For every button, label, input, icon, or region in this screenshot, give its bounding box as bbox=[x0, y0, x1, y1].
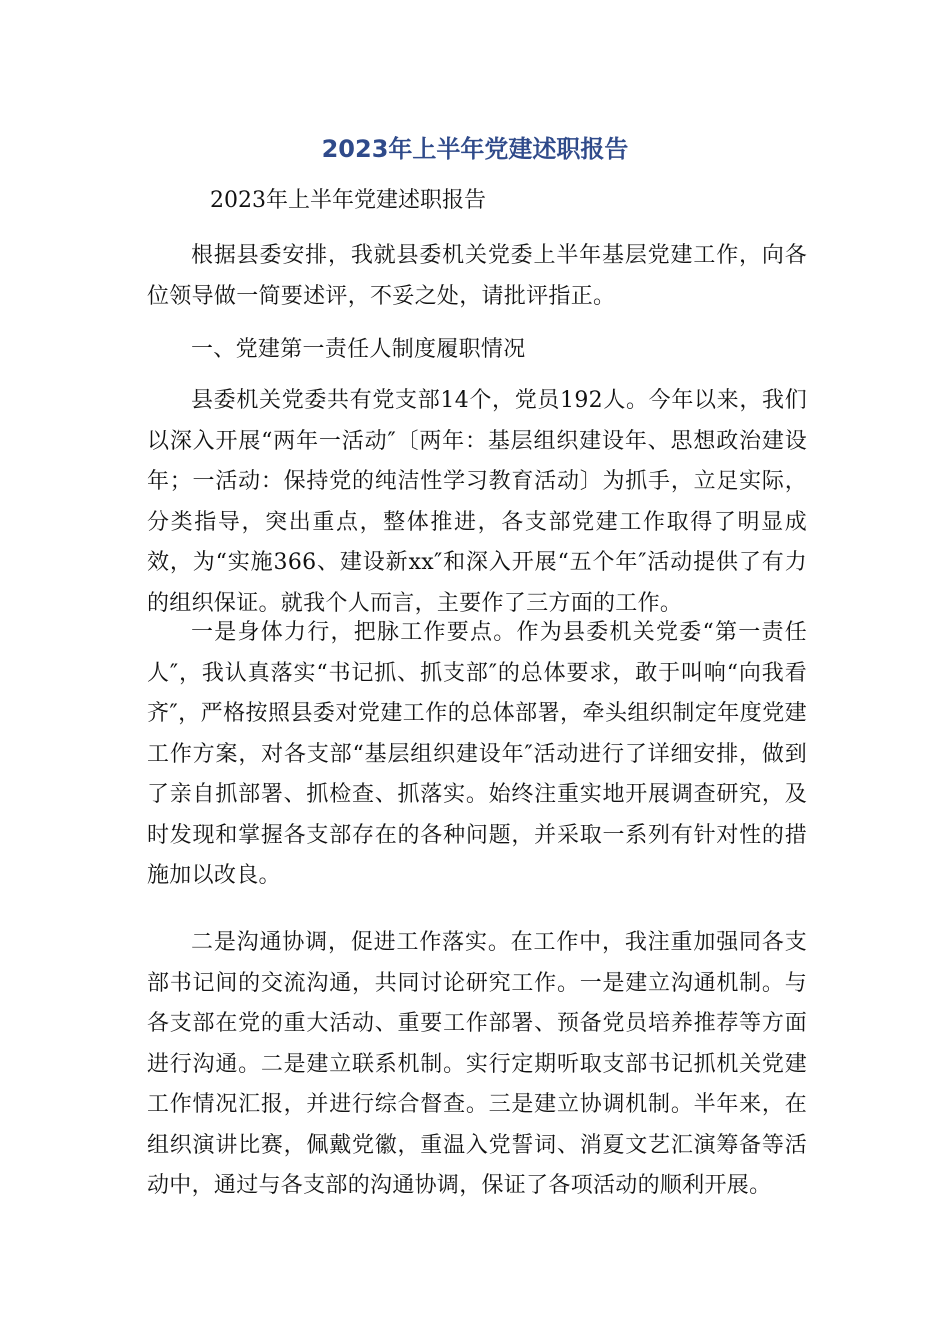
paragraph-overview: 县委机关党委共有党支部14个，党员192人。今年以来，我们以深入开展“两年一活动″〔两年：基层组织建设年、思想政治建设年；一活动：保持党的纯洁性学习教育活动〕为抓手，立足实际，分类指导，突出重点，整体推进，各支部党建工作取得了明显成效，为“实施366、建设新xx″和深入开展“五个年″活动提供了有力的组织保证。就我个人而言，主要作了三方面的工作。 bbox=[147, 388, 807, 616]
paragraph-intro: 根据县委安排，我就县委机关党委上半年基层党建工作，向各位领导做一简要述评，不妥之处，请批评指正。 bbox=[147, 243, 807, 309]
paragraph-point-1: 一是身体力行，把脉工作要点。作为县委机关党委“第一责任人″，我认真落实“书记抓、抓支部″的总体要求，敢于叫响“向我看齐″，严格按照县委对党建工作的总体部署，牵头组织制定年度党建工作方案，对各支部“基层组织建设年″活动进行了详细安排，做到了亲自抓部署、抓检查、抓落实。始终注重实地开展调查研究，及时发现和掌握各支部存在的各种问题，并采取一系列有针对性的措施加以改良。 bbox=[147, 620, 807, 888]
document-title: 2023年上半年党建述职报告 bbox=[321, 135, 629, 163]
document-subtitle: 2023年上半年党建述职报告 bbox=[210, 188, 486, 213]
section-heading-1: 一、党建第一责任人制度履职情况 bbox=[191, 337, 526, 362]
paragraph-point-2: 二是沟通协调，促进工作落实。在工作中，我注重加强同各支部书记间的交流沟通，共同讨论研究工作。一是建立沟通机制。与各支部在党的重大活动、重要工作部署、预备党员培养推荐等方面进行沟通。二是建立联系机制。实行定期听取支部书记抓机关党建工作情况汇报，并进行综合督查。三是建立协调机制。半年来，在组织演讲比赛，佩戴党徽，重温入党誓词、消夏文艺汇演筹备等活动中，通过与各支部的沟通协调，保证了各项活动的顺利开展。 bbox=[147, 930, 807, 1198]
